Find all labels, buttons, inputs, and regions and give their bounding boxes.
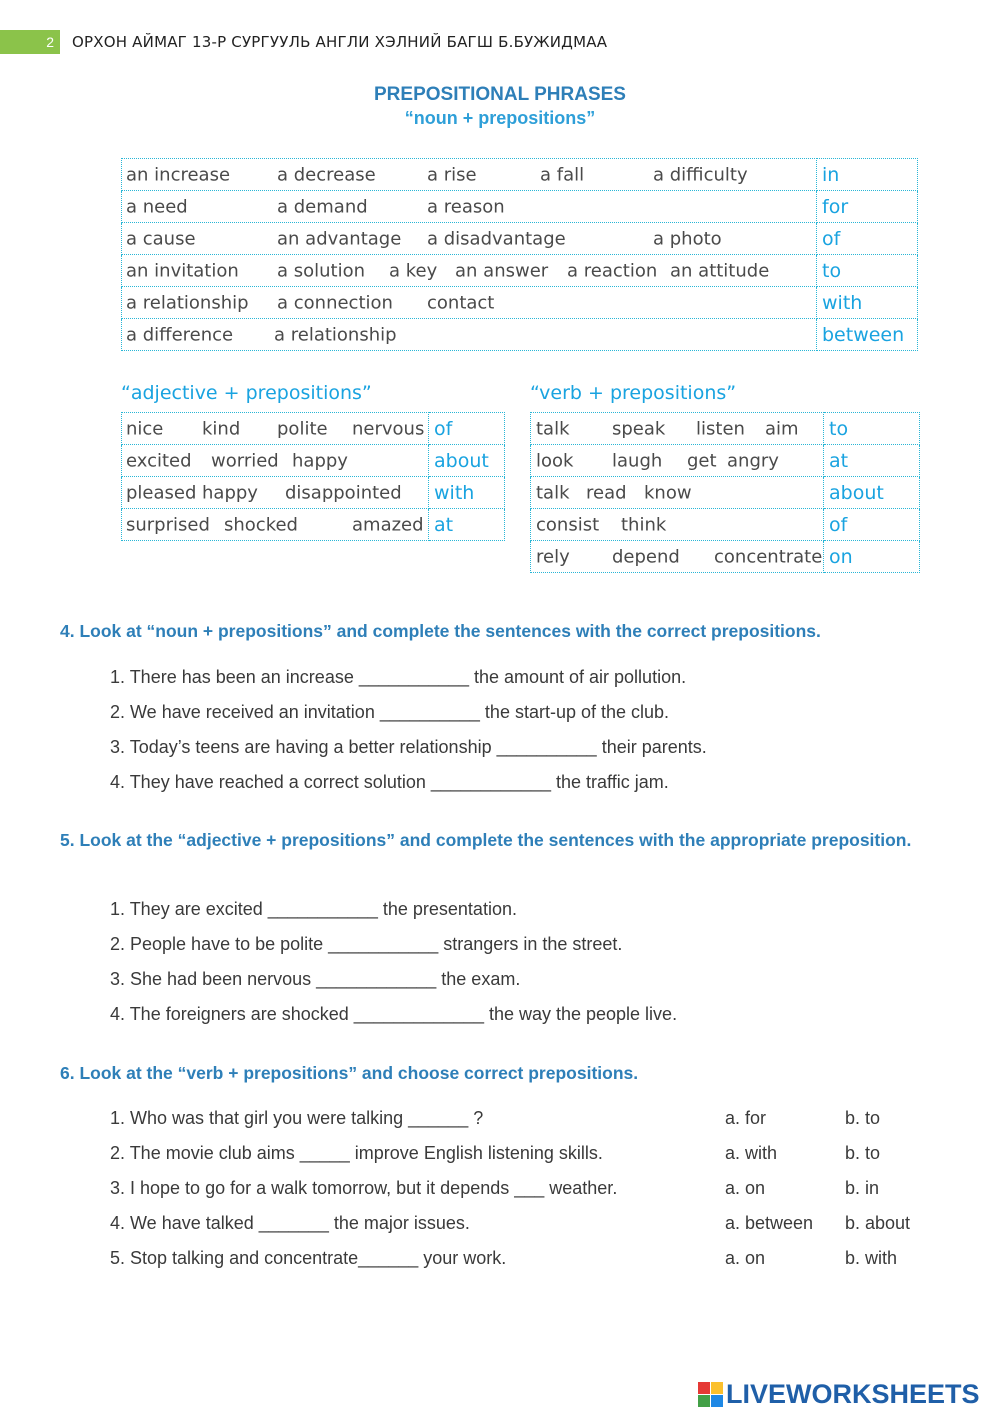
word: a cause <box>126 228 196 249</box>
option-b[interactable]: b. to <box>845 1108 881 1128</box>
word: an answer <box>455 260 549 281</box>
option-a[interactable]: a. for <box>725 1108 767 1128</box>
words-cell <box>122 159 817 191</box>
liveworksheets-logo[interactable] <box>698 1378 998 1410</box>
preposition-cell: in <box>817 159 918 191</box>
exercise-5-sentence: 4. The foreigners are shocked _____________ the way the people live. <box>110 1004 678 1024</box>
word: know <box>644 482 692 503</box>
word: contact <box>427 292 495 313</box>
exercise-4-sentence: 2. We have received an invitation __________ the start-up of the club. <box>110 702 670 722</box>
preposition-cell: to <box>824 413 920 445</box>
word: angry <box>727 450 779 471</box>
table-row <box>122 509 505 541</box>
word: a connection <box>277 292 393 313</box>
exercise-5-sentence: 3. She had been nervous ____________ the exam. <box>110 969 521 989</box>
exercise-6-heading: 6. Look at the “verb + prepositions” and choose correct prepositions. <box>60 1063 639 1083</box>
logo-square <box>711 1395 723 1407</box>
option-a[interactable]: a. between <box>725 1213 814 1233</box>
word: happy <box>202 482 258 503</box>
exercise-6-sentence: 4. We have talked _______ the major issues. <box>110 1213 470 1233</box>
exercise-6-sentence: 2. The movie club aims _____ improve English listening skills. <box>110 1143 603 1163</box>
word: rely <box>536 546 570 567</box>
table-row <box>122 477 505 509</box>
words-cell <box>531 509 824 541</box>
table-row <box>531 541 920 573</box>
preposition-cell: at <box>824 445 920 477</box>
exercise-4-sentence: 1. There has been an increase ___________ the amount of air pollution. <box>110 667 687 687</box>
words-cell <box>122 287 817 319</box>
preposition-cell: of <box>824 509 920 541</box>
word: an increase <box>126 164 231 185</box>
word: listen <box>696 418 745 439</box>
words-cell <box>122 445 429 477</box>
logo-squares-icon <box>698 1382 724 1408</box>
word: a fall <box>540 164 585 185</box>
word: shocked <box>224 514 298 535</box>
page-number: 2 <box>0 30 60 54</box>
word: a solution <box>277 260 366 281</box>
table-row <box>122 223 918 255</box>
words-cell <box>122 255 817 287</box>
page-header <box>0 30 1000 54</box>
exercise-5-sentence: 2. People have to be polite ___________ strangers in the street. <box>110 934 623 954</box>
table-row <box>531 445 920 477</box>
preposition-cell: on <box>824 541 920 573</box>
word: disappointed <box>285 482 402 503</box>
preposition-cell: at <box>429 509 505 541</box>
table-row <box>122 191 918 223</box>
table-row <box>122 287 918 319</box>
word: aim <box>765 418 799 439</box>
header-text: ОРХОН АЙМАГ 13-Р СУРГУУЛЬ АНГЛИ ХЭЛНИЙ БАГШ Б.БУЖИДМАА <box>72 33 608 51</box>
word: an advantage <box>277 228 402 249</box>
noun-prepositions-table <box>121 158 918 351</box>
word: speak <box>612 418 666 439</box>
word: read <box>586 482 627 503</box>
table-row <box>531 509 920 541</box>
word: depend <box>612 546 680 567</box>
words-cell <box>122 223 817 255</box>
exercise-6-sentence: 3. I hope to go for a walk tomorrow, but it depends ___ weather. <box>110 1178 618 1198</box>
word: a need <box>126 196 188 217</box>
option-a[interactable]: a. with <box>725 1143 778 1163</box>
exercise-4-sentence: 3. Today’s teens are having a better relationship __________ their parents. <box>110 737 707 757</box>
table-row <box>531 413 920 445</box>
word: look <box>536 450 574 471</box>
exercise-4-sentence: 4. They have reached a correct solution ____________ the traffic jam. <box>110 772 669 792</box>
words-cell <box>531 445 824 477</box>
preposition-cell: of <box>817 223 918 255</box>
option-a[interactable]: a. on <box>725 1178 766 1198</box>
preposition-cell: with <box>817 287 918 319</box>
word: an invitation <box>126 260 239 281</box>
preposition-cell: about <box>824 477 920 509</box>
word: laugh <box>612 450 663 471</box>
word: nice <box>126 418 164 439</box>
words-cell <box>122 477 429 509</box>
word: a disadvantage <box>427 228 566 249</box>
adjective-table-title: “adjective + prepositions” <box>121 382 372 404</box>
table-row <box>122 319 918 351</box>
exercise-6-sentence: 1. Who was that girl you were talking ______ ? <box>110 1108 484 1128</box>
words-cell <box>531 413 824 445</box>
logo-text: LIVEWORKSHEETS <box>726 1379 980 1409</box>
preposition-cell: with <box>429 477 505 509</box>
option-b[interactable]: b. about <box>845 1213 911 1233</box>
table-row <box>122 159 918 191</box>
word: a difficulty <box>653 164 748 185</box>
word: a key <box>389 260 438 281</box>
preposition-cell: about <box>429 445 505 477</box>
verb-table-title: “verb + prepositions” <box>530 382 737 404</box>
option-a[interactable]: a. on <box>725 1248 766 1268</box>
word: polite <box>277 418 328 439</box>
option-b[interactable]: b. in <box>845 1178 880 1198</box>
word: think <box>621 514 667 535</box>
logo-square <box>711 1382 723 1394</box>
preposition-cell: to <box>817 255 918 287</box>
preposition-cell: between <box>817 319 918 351</box>
word: a reason <box>427 196 505 217</box>
word: a decrease <box>277 164 376 185</box>
word: surprised <box>126 514 210 535</box>
option-b[interactable]: b. to <box>845 1143 881 1163</box>
word: pleased <box>126 482 197 503</box>
words-cell <box>122 319 817 351</box>
table-row <box>122 255 918 287</box>
word: a photo <box>653 228 722 249</box>
logo-square <box>698 1395 710 1407</box>
word: a difference <box>126 324 234 345</box>
word: worried <box>211 450 279 471</box>
page-title: PREPOSITIONAL PHRASES <box>374 84 626 105</box>
page-subtitle: “noun + prepositions” <box>404 108 596 128</box>
word: consist <box>536 514 600 535</box>
option-b[interactable]: b. with <box>845 1248 898 1268</box>
words-cell <box>531 541 824 573</box>
table-row <box>122 413 505 445</box>
word: a rise <box>427 164 477 185</box>
words-cell <box>122 191 817 223</box>
word: nervous <box>352 418 425 439</box>
word: a relationship <box>274 324 397 345</box>
exercise-4-heading: 4. Look at “noun + prepositions” and complete the sentences with the correct prepositions. <box>60 621 821 641</box>
table-row <box>122 445 505 477</box>
word: happy <box>292 450 348 471</box>
words-cell <box>122 509 429 541</box>
word: a relationship <box>126 292 249 313</box>
logo-square <box>698 1382 710 1394</box>
word: amazed <box>352 514 424 535</box>
word: kind <box>202 418 241 439</box>
table-row <box>531 477 920 509</box>
exercise-6-sentence: 5. Stop talking and concentrate______ your work. <box>110 1248 507 1268</box>
word: excited <box>126 450 192 471</box>
word: a reaction <box>567 260 658 281</box>
adjective-prepositions-table <box>121 412 505 541</box>
preposition-cell: for <box>817 191 918 223</box>
words-cell <box>122 413 429 445</box>
word: a demand <box>277 196 368 217</box>
verb-prepositions-table <box>530 412 920 573</box>
word: talk <box>536 482 570 503</box>
words-cell <box>531 477 824 509</box>
preposition-cell: of <box>429 413 505 445</box>
exercise-5-sentence: 1. They are excited ___________ the presentation. <box>110 899 517 919</box>
word: get <box>687 450 717 471</box>
exercise-5-heading: 5. Look at the “adjective + prepositions” and complete the sentences with the appropriate preposition. <box>60 830 912 850</box>
word: an attitude <box>670 260 770 281</box>
word: concentrate <box>714 546 823 567</box>
word: talk <box>536 418 570 439</box>
